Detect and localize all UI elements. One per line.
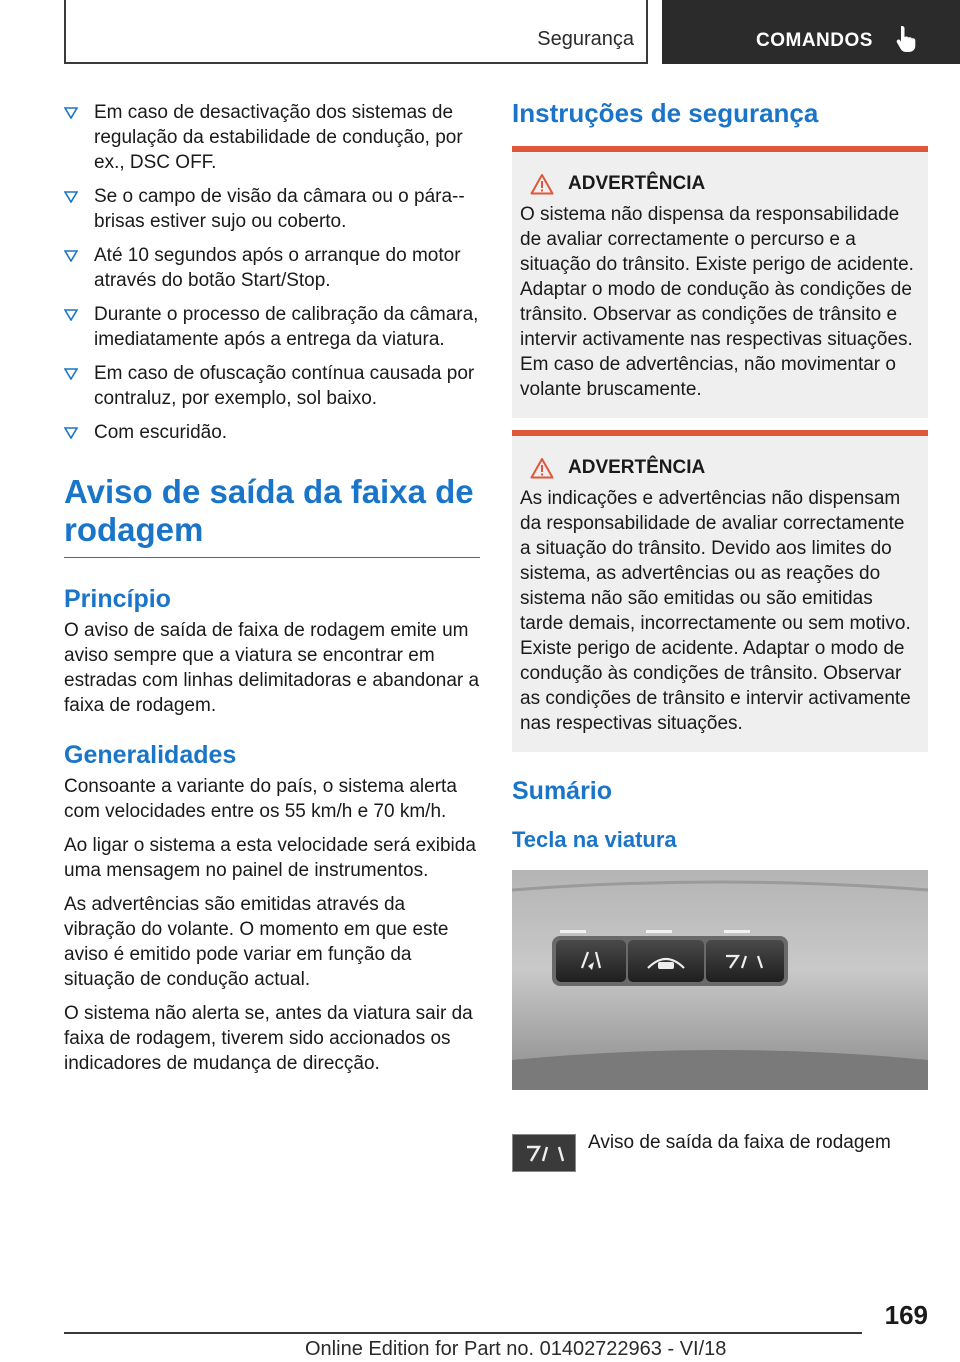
general-heading: Generalidades xyxy=(64,741,237,769)
list-item: Durante o processo de calibração da câmara, imediatamente após a entrega da viatura. xyxy=(64,302,480,352)
triangle-bullet-icon xyxy=(64,368,78,380)
button-panel-illustration xyxy=(512,870,928,1090)
condition-list xyxy=(64,100,480,445)
section-title: Aviso de saída da faixa de rodagem xyxy=(64,473,480,558)
list-item: Em caso de desactivação dos sistemas de regulação da estabilidade de condução, por ex., DSC OFF. xyxy=(64,100,480,175)
general-paragraph: Ao ligar o sistema a esta velocidade será exibida uma mensagem no painel de instrumentos. xyxy=(64,835,476,881)
warning-box xyxy=(512,146,928,418)
list-item: Se o campo de visão da câmara ou o pára--brisas estiver sujo ou coberto. xyxy=(64,184,480,234)
right-column xyxy=(512,98,928,1090)
warning-title: ADVERTÊNCIA xyxy=(568,173,706,194)
header-section-title: Segurança xyxy=(537,28,634,50)
vehicle-button-photo xyxy=(512,870,928,1090)
left-column xyxy=(64,100,480,1085)
header-section-box xyxy=(64,0,648,64)
triangle-bullet-icon xyxy=(64,427,78,439)
general-paragraph: Consoante a variante do país, o sistema alerta com velocidades entre os 55 km/h e 70 km/h. xyxy=(64,776,457,822)
summary-heading: Sumário xyxy=(512,777,613,805)
triangle-bullet-icon xyxy=(64,309,78,321)
button-heading: Tecla na viatura xyxy=(512,827,677,852)
safety-heading: Instruções de segurança xyxy=(512,98,819,128)
warning-triangle-icon xyxy=(530,457,554,479)
general-paragraph: As advertências são emitidas através da vibração do volante. O momento em que este aviso é emitido pode variar em função da situação de condução actual. xyxy=(64,894,449,990)
principle-heading: Princípio xyxy=(64,585,171,613)
warning-triangle-icon xyxy=(530,173,554,195)
general-paragraph: O sistema não alerta se, antes da viatura sair da faixa de rodagem, tiverem sido accionados os indicadores de mudança de direcção. xyxy=(64,1003,473,1074)
triangle-bullet-icon xyxy=(64,107,78,119)
footer-edition: Online Edition for Part no. 01402722963 - VI/18 xyxy=(305,1338,727,1360)
header-chapter-title: COMANDOS xyxy=(756,30,873,51)
lane-departure-icon xyxy=(513,1135,575,1171)
list-item: Até 10 segundos após o arranque do motor através do botão Start/Stop. xyxy=(64,243,480,293)
page-number: 169 xyxy=(884,1300,928,1330)
triangle-bullet-icon xyxy=(64,191,78,203)
warning-text: O sistema não dispensa da responsabilidade de avaliar correctamente o percurso e a situação do trânsito. Existe perigo de acidente. Adaptar o modo de condução às condições de trânsito. Observar as condições de trânsito e intervir activamente nas respectivas situações. Em caso de advertências, não movimentar o volante bruscamente. xyxy=(520,204,914,400)
list-item: Com escuridão. xyxy=(64,420,480,445)
pointing-hand-icon xyxy=(894,24,920,54)
footer-divider xyxy=(64,1332,862,1334)
lane-departure-button-icon xyxy=(512,1134,576,1172)
list-item: Em caso de ofuscação contínua causada por contraluz, por exemplo, sol baixo. xyxy=(64,361,480,411)
header-chapter-tab xyxy=(662,0,960,64)
principle-text: O aviso de saída de faixa de rodagem emite um aviso sempre que a viatura se encontrar em estradas com linhas delimitadoras e abandonar a faixa de rodagem. xyxy=(64,620,480,716)
triangle-bullet-icon xyxy=(64,250,78,262)
warning-title: ADVERTÊNCIA xyxy=(568,457,706,478)
icon-caption: Aviso de saída da faixa de rodagem xyxy=(588,1132,891,1153)
warning-text: As indicações e advertências não dispensam da responsabilidade de avaliar correctamente a situação do trânsito. Devido aos limites do sistema, as advertências ou as reações do sistema não são emitidas ou são emitidas tarde demais, incorrectamente ou sem motivo. Existe perigo de acidente. Adaptar o modo de condução às condições de trânsito. Observar as condições de trânsito e intervir activamente nas respectivas situações. xyxy=(520,488,911,734)
warning-box xyxy=(512,430,928,752)
